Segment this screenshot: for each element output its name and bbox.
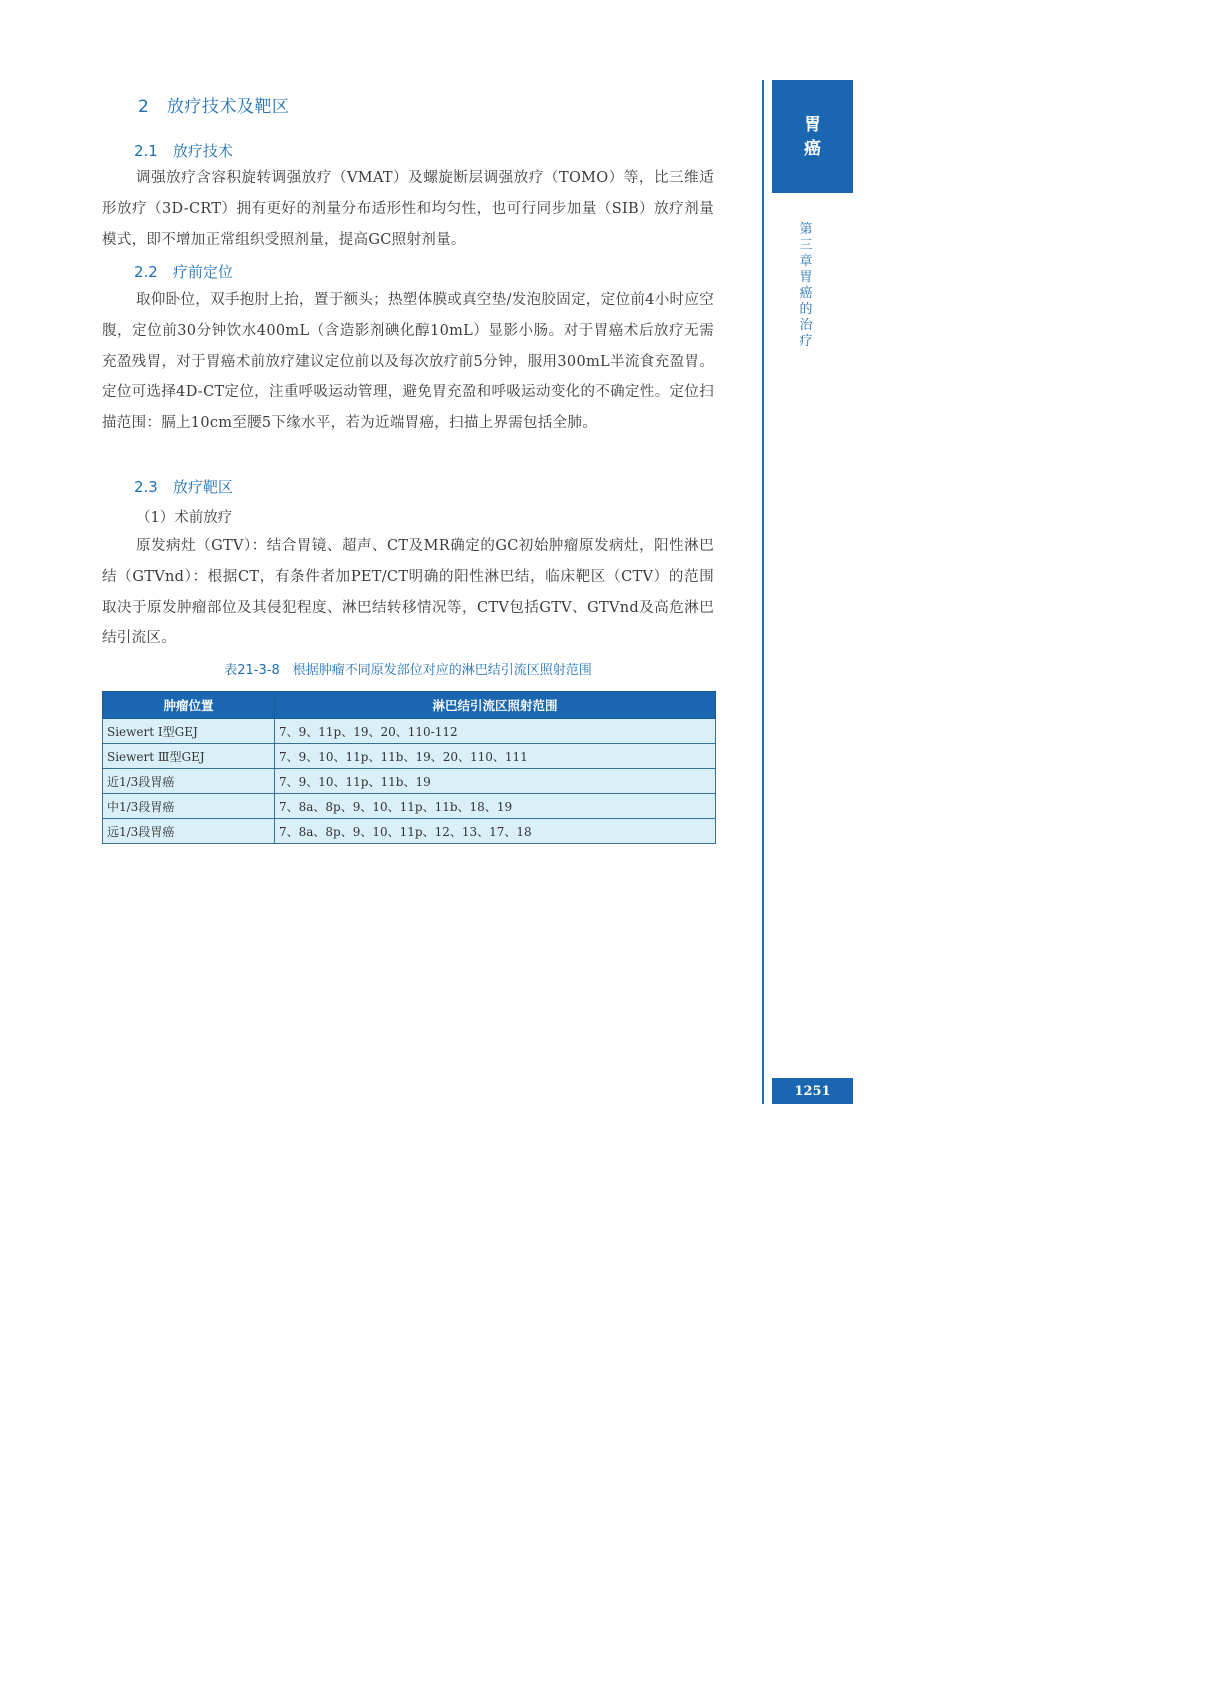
cell-range: 7、8a、8p、9、10、11p、12、13、17、18: [275, 819, 716, 844]
table-row: [103, 769, 716, 794]
table-row: [103, 744, 716, 769]
header-tumor-location: 肿瘤位置: [103, 692, 275, 719]
table-row: [103, 719, 716, 744]
paragraph-2-3: 原发病灶（GTV）：结合胃镜、超声、CT及MR确定的GC初始肿瘤原发病灶，阳性淋巴结（GTVnd）：根据CT，有条件者加PET/CT明确的阳性淋巴结，临床靶区（CTV）的范围取决于原发肿瘤部位及其侵犯程度、淋巴结转移情况等，CTV包括GTV、GTVnd及高危淋巴结引流区。: [102, 538, 714, 647]
cell-range: 7、9、11p、19、20、110-112: [275, 719, 716, 744]
header-irradiation-range: 淋巴结引流区照射范围: [275, 692, 716, 719]
cell-location: 近1/3段胃癌: [103, 769, 275, 794]
chapter-tab-line2: 癌: [804, 138, 821, 159]
cell-location: Siewert Ⅰ型GEJ: [103, 719, 275, 744]
paragraph-2-1: 调强放疗含容积旋转调强放疗（VMAT）及螺旋断层调强放疗（TOMO）等，比三维适形放疗（3D-CRT）拥有更好的剂量分布适形性和均匀性，也可行同步加量（SIB）放疗剂量模式，即不增加正常组织受照剂量，提高GC照射剂量。: [102, 170, 714, 248]
cell-location: Siewert Ⅲ型GEJ: [103, 744, 275, 769]
page-number: 1251: [772, 1078, 853, 1104]
heading-2-3: 2.3 放疗靶区: [134, 478, 233, 496]
cell-location: 远1/3段胃癌: [103, 819, 275, 844]
table-header-row: [103, 692, 716, 719]
table-row: [103, 794, 716, 819]
lymph-table: [102, 691, 716, 844]
cell-range: 7、9、10、11p、11b、19: [275, 769, 716, 794]
table-row: [103, 819, 716, 844]
subheading-preop: （1）术前放疗: [136, 510, 233, 526]
table-caption: 表21-3-8 根据肿瘤不同原发部位对应的淋巴结引流区照射范围: [224, 663, 592, 678]
heading-2-1: 2.1 放疗技术: [134, 142, 233, 160]
chapter-title-vertical: 第三章 胃癌的治疗: [799, 222, 826, 349]
sidebar-divider: [762, 80, 764, 1104]
cell-location: 中1/3段胃癌: [103, 794, 275, 819]
chapter-tab-line1: 胃: [804, 114, 821, 135]
cell-range: 7、9、10、11p、11b、19、20、110、111: [275, 744, 716, 769]
section-title: 2 放疗技术及靶区: [138, 97, 290, 117]
paragraph-2-2: 取仰卧位，双手抱肘上抬，置于额头；热塑体膜或真空垫/发泡胶固定，定位前4小时应空腹，定位前30分钟饮水400mL（含造影剂碘化醇10mL）显影小肠。对于胃癌术后放疗无需充盈残胃，对于胃癌术前放疗建议定位前以及每次放疗前5分钟，服用300mL半流食充盈胃。定位可选择4D-CT定位，注重呼吸运动管理，避免胃充盈和呼吸运动变化的不确定性。定位扫描范围：膈上10cm至腰5下缘水平，若为近端胃癌，扫描上界需包括全肺。: [102, 292, 714, 432]
chapter-tab: [772, 80, 853, 193]
heading-2-2: 2.2 疗前定位: [134, 263, 233, 281]
cell-range: 7、8a、8p、9、10、11p、11b、18、19: [275, 794, 716, 819]
